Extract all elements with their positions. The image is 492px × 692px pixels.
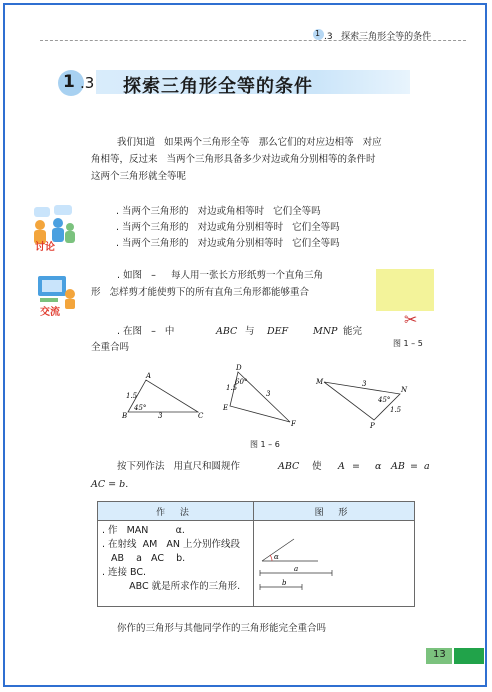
discuss-item-3: . 当两个三角形的 对边或角分别相等时 它们全等吗 — [116, 238, 340, 249]
label-c: C — [198, 412, 204, 420]
construct-a: a — [424, 461, 430, 472]
discuss-item-1: . 当两个三角形的 对边或角相等时 它们全等吗 — [116, 206, 321, 217]
label-b: B — [122, 412, 128, 420]
label-n: N — [401, 386, 408, 394]
exchange-q2-abc: ABC — [216, 326, 238, 337]
scissors-icon: ✂ — [404, 310, 418, 329]
label-f: F — [291, 420, 296, 428]
discuss-label: 讨论 — [35, 242, 55, 253]
figure-1-6-caption: 图 1 – 6 — [250, 440, 280, 449]
label-m: M — [316, 378, 324, 386]
section-number-major: 1 — [63, 72, 75, 92]
length-ab: 1.5 — [126, 392, 138, 400]
length-mn: 3 — [362, 380, 367, 388]
fig-a: a — [294, 565, 299, 573]
page-number: 13 — [433, 649, 446, 660]
exchange-q2-def: DEF — [267, 326, 289, 337]
label-e: E — [223, 404, 229, 412]
exchange-q1-line-1: . 如图 – 每人用一张长方形纸剪一个直角三角 — [117, 270, 323, 281]
exchange-q2-with: 与 — [245, 326, 255, 337]
fig-alpha: α — [274, 553, 279, 561]
step-2: . 在射线 AM AN 上分别作线段 — [102, 539, 240, 550]
label-a: A — [146, 372, 152, 380]
figure-1-6 — [110, 364, 410, 430]
label-d: D — [236, 364, 242, 372]
table-figure-cell — [254, 521, 415, 607]
step-1: . 作 MAN α. — [102, 525, 185, 536]
paper-sheet-illustration — [376, 269, 434, 311]
construct-line-2: AC = b. — [91, 479, 129, 490]
closing-question: 你作的三角形与其他同学作的三角形能完全重合吗 — [117, 623, 327, 634]
step-3: . 连接 BC. — [102, 567, 147, 578]
table-head-method: 作 法 — [98, 502, 254, 521]
construction-figure — [254, 521, 414, 603]
construct-alpha: α — [375, 461, 382, 472]
running-title: .3 探索三角形全等的条件 — [324, 32, 432, 42]
intro-line-1: 我们知道 如果两个三角形全等 那么它们的对应边相等 对应 — [117, 137, 382, 148]
label-p: P — [370, 422, 375, 430]
section-title: 探索三角形全等的条件 — [123, 76, 313, 97]
exchange-q2-line-2: 全重合吗 — [91, 342, 130, 353]
discuss-item-2: . 当两个三角形的 对边或角分别相等时 它们全等吗 — [116, 222, 340, 233]
construct-eq-1: = — [352, 461, 360, 472]
intro-line-3: 这两个三角形就全等呢 — [91, 171, 187, 182]
intro-line-2: 角相等，反过来 当两个三角形具备多少对边或角分别相等的条件时 — [91, 154, 376, 165]
construct-eq-2: = — [410, 461, 418, 472]
construct-make: 使 — [312, 461, 322, 472]
construct-angle-a: A — [338, 461, 345, 472]
step-4: ABC 就是所求作的三角形. — [102, 581, 241, 592]
construct-line-1-start: 按下列作法 用直尺和圆规作 — [117, 461, 241, 472]
section-number-minor: .3 — [80, 74, 95, 92]
header-section-number: 1 — [315, 29, 321, 38]
fig-b: b — [282, 579, 287, 587]
length-bc: 3 — [158, 412, 163, 420]
angle-b: 45° — [134, 404, 147, 412]
angle-n: 45° — [378, 396, 391, 404]
angle-d: 60° — [235, 378, 248, 386]
table-method-cell — [98, 521, 254, 607]
exchange-q2-start: . 在图 – 中 — [117, 326, 175, 337]
exchange-q2-mnp: MNP — [313, 326, 338, 337]
exchange-label: 交流 — [40, 307, 60, 318]
exchange-q2-end: 能完 — [343, 326, 363, 337]
construction-table — [97, 501, 415, 607]
length-np: 1.5 — [390, 406, 402, 414]
construct-ab: AB — [391, 461, 405, 472]
figure-1-5-caption: 图 1 – 5 — [393, 339, 423, 348]
length-de: 1.5 — [226, 384, 238, 392]
exchange-q1-line-2: 形 怎样剪才能使剪下的所有直角三角形都能够重合 — [91, 287, 310, 298]
table-head-figure: 图 形 — [254, 502, 415, 521]
construct-abc: ABC — [278, 461, 300, 472]
page-number-bar — [454, 648, 484, 664]
length-df: 3 — [266, 390, 271, 398]
step-2-cont: AB a AC b. — [102, 553, 186, 564]
